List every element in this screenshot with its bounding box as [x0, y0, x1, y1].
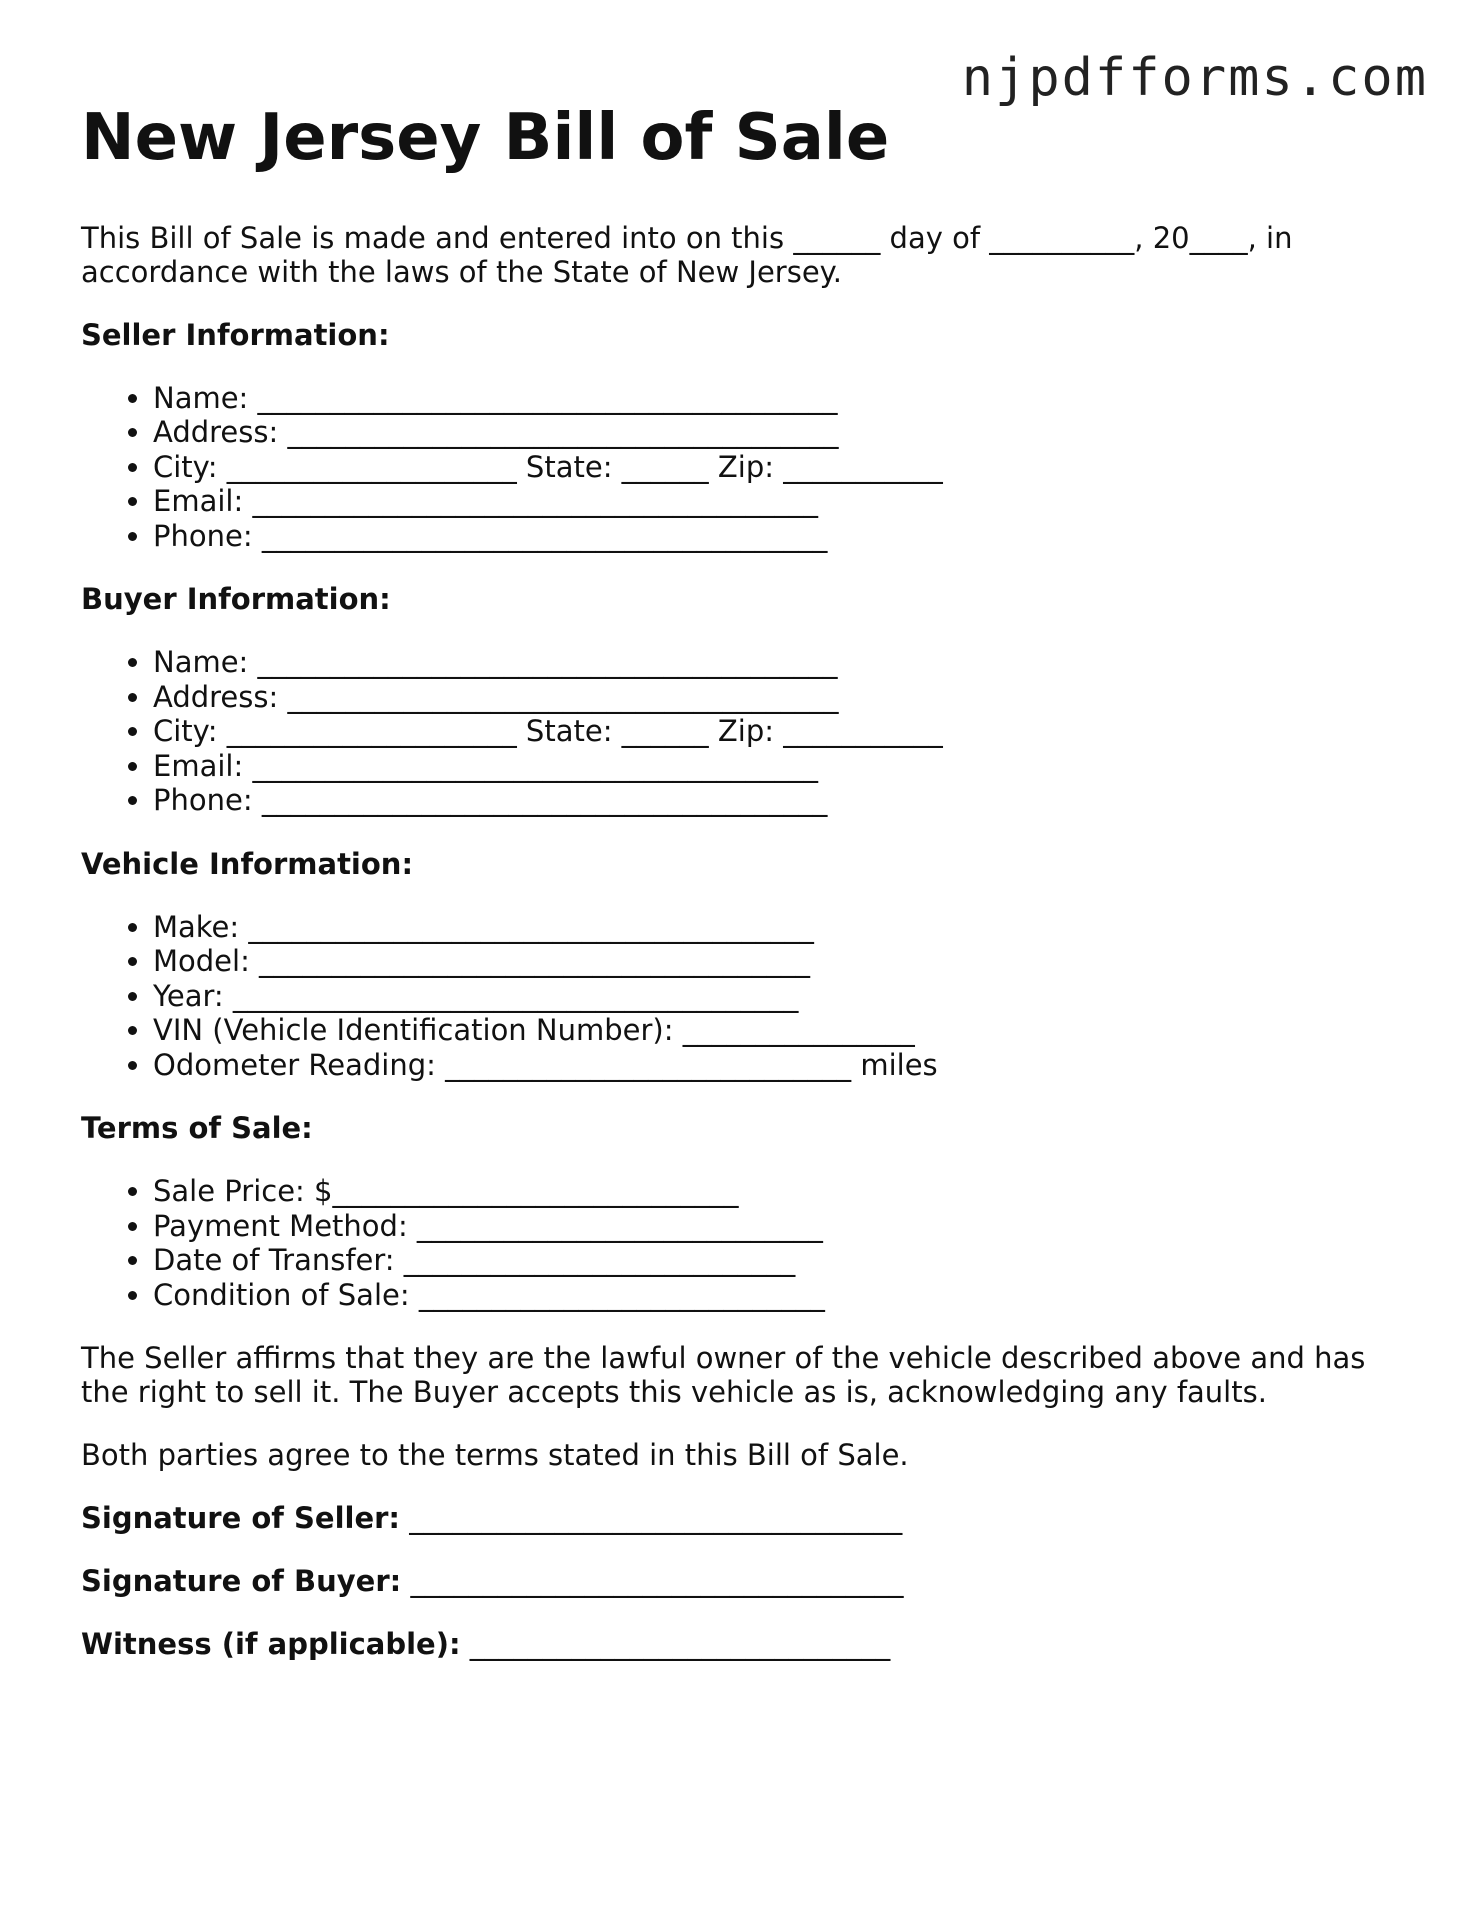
seller-signature-label: Signature of Seller:	[81, 1501, 401, 1536]
seller-fields	[81, 381, 1401, 554]
page-title: New Jersey Bill of Sale	[81, 101, 890, 175]
intro-paragraph: This Bill of Sale is made and entered into on this ______ day of __________, 20____, in accordance with the laws of the State of New Jersey.	[81, 220, 1293, 289]
buyer-signature-row[interactable]	[81, 1564, 1401, 1598]
buyer-name-field[interactable]: • Name: ________________________________________	[153, 645, 1401, 680]
buyer-phone-field[interactable]: • Phone: _______________________________________	[153, 783, 1401, 818]
seller-address-field[interactable]: • Address: ______________________________________	[153, 415, 1401, 450]
date-of-transfer-field[interactable]: • Date of Transfer: ___________________________	[153, 1243, 1401, 1278]
seller-city-state-zip-field[interactable]: • City: ____________________ State: ______ Zip: ___________	[153, 450, 1401, 485]
buyer-city-state-zip-field[interactable]: • City: ____________________ State: ______ Zip: ___________	[153, 714, 1401, 749]
vehicle-year-field[interactable]: • Year: _______________________________________	[153, 979, 1401, 1014]
witness-signature-line[interactable]: _____________________________	[460, 1627, 891, 1662]
affirmation-paragraph: The Seller affirms that they are the lawful owner of the vehicle described above and has the right to sell it. The Buyer accepts this vehicle as is, acknowledging any faults.	[81, 1341, 1366, 1410]
watermark: njpdfforms.com	[961, 48, 1428, 108]
vehicle-odometer-field[interactable]: • Odometer Reading: ____________________________ miles	[153, 1048, 1401, 1083]
sale-price-field[interactable]: • Sale Price: $____________________________	[153, 1174, 1401, 1209]
seller-phone-field[interactable]: • Phone: _______________________________________	[153, 519, 1401, 554]
buyer-fields	[81, 645, 1401, 818]
vehicle-make-field[interactable]: • Make: _______________________________________	[153, 910, 1401, 945]
agreement-paragraph: Both parties agree to the terms stated in this Bill of Sale.	[81, 1438, 909, 1473]
buyer-signature-line[interactable]: __________________________________	[401, 1564, 904, 1599]
payment-method-field[interactable]: • Payment Method: ____________________________	[153, 1209, 1401, 1244]
document-page	[81, 100, 1401, 1690]
terms-fields	[81, 1174, 1401, 1312]
buyer-email-field[interactable]: • Email: _______________________________________	[153, 749, 1401, 784]
terms-heading: Terms of Sale:	[81, 1111, 313, 1146]
witness-signature-label: Witness (if applicable):	[81, 1627, 461, 1662]
vehicle-vin-field[interactable]: • VIN (Vehicle Identification Number): ________________	[153, 1013, 1401, 1048]
seller-email-field[interactable]: • Email: _______________________________________	[153, 484, 1401, 519]
seller-signature-row[interactable]	[81, 1501, 1401, 1535]
buyer-address-field[interactable]: • Address: ______________________________________	[153, 680, 1401, 715]
buyer-signature-label: Signature of Buyer:	[81, 1564, 402, 1599]
vehicle-model-field[interactable]: • Model: ______________________________________	[153, 944, 1401, 979]
vehicle-fields	[81, 910, 1401, 1083]
buyer-heading: Buyer Information:	[81, 582, 391, 617]
condition-of-sale-field[interactable]: • Condition of Sale: ____________________________	[153, 1278, 1401, 1313]
seller-heading: Seller Information:	[81, 317, 390, 352]
witness-signature-row[interactable]	[81, 1627, 1401, 1661]
seller-signature-line[interactable]: __________________________________	[400, 1501, 903, 1536]
seller-name-field[interactable]: • Name: ________________________________________	[153, 381, 1401, 416]
vehicle-heading: Vehicle Information:	[81, 846, 414, 881]
